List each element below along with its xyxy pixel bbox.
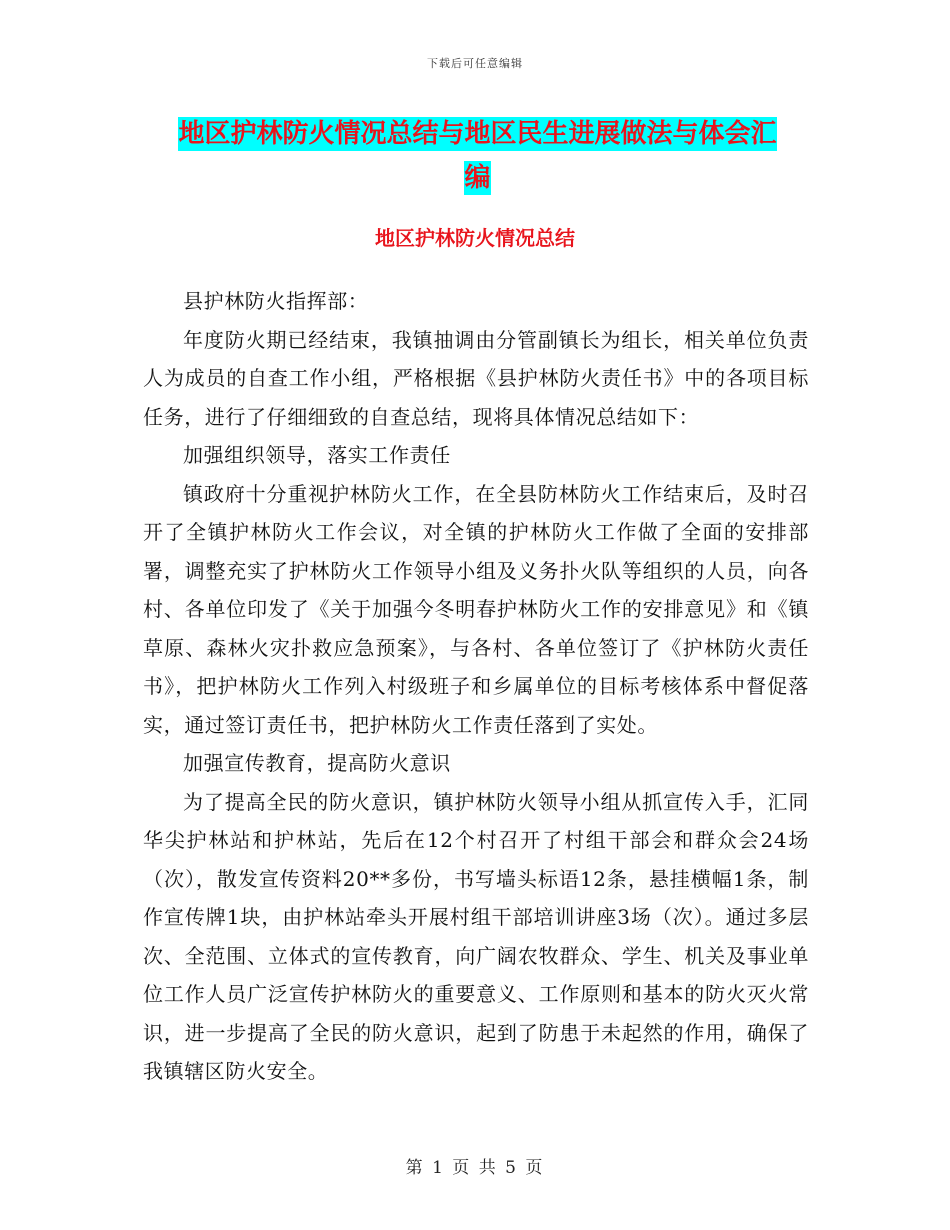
section-title: 地区护林防火情况总结 bbox=[375, 226, 575, 250]
page-number-footer: 第 1 页 共 5 页 bbox=[405, 1158, 545, 1178]
paragraph-intro: 年度防火期已经结束，我镇抽调由分管副镇长为组长，相关单位负责人为成员的自查工作小组，严格根据《县护林防火责任书》中的各项目标任务，进行了仔细细致的自查总结，现将具体情况总结如下： bbox=[143, 327, 809, 429]
salutation: 县护林防火指挥部： bbox=[183, 289, 369, 313]
document-title bbox=[145, 112, 810, 200]
page-header-note: 下载后可任意编辑 bbox=[427, 57, 523, 70]
document-title-line-2: 编 bbox=[464, 163, 491, 193]
paragraph-organization: 镇政府十分重视护林防火工作，在全县防林防火工作结束后，及时召开了全镇护林防火工作会议，对全镇的护林防火工作做了全面的安排部署，调整充实了护林防火工作领导小组及义务扑火队等组织的人员，向各村、各单位印发了《关于加强今冬明春护林防火工作的安排意见》和《镇草原、森林火灾扑救应急预案》，与各村、各单位签订了《护林防火责任书》，把护林防火工作列入村级班子和乡属单位的目标考核体系中督促落实，通过签订责任书，把护林防火工作责任落到了实处。 bbox=[143, 481, 809, 737]
document-title-line-1: 地区护林防火情况总结与地区民生进展做法与体会汇 bbox=[178, 119, 777, 149]
subheading-publicity: 加强宣传教育，提高防火意识 bbox=[183, 751, 451, 775]
subheading-organization: 加强组织领导，落实工作责任 bbox=[183, 443, 451, 467]
paragraph-publicity: 为了提高全民的防火意识，镇护林防火领导小组从抓宣传入手，汇同华尖护林站和护林站，先后在12个村召开了村组干部会和群众会24场（次），散发宣传资料20**多份，书写墙头标语12条，悬挂横幅1条，制作宣传牌1块，由护林站牵头开展村组干部培训讲座3场（次）。通过多层次、全范围、立体式的宣传教育，向广阔农牧群众、学生、机关及事业单位工作人员广泛宣传护林防火的重要意义、工作原则和基本的防火灭火常识，进一步提高了全民的防火意识，起到了防患于未起然的作用，确保了我镇辖区防火安全。 bbox=[143, 789, 809, 1083]
document-body bbox=[143, 282, 809, 1091]
